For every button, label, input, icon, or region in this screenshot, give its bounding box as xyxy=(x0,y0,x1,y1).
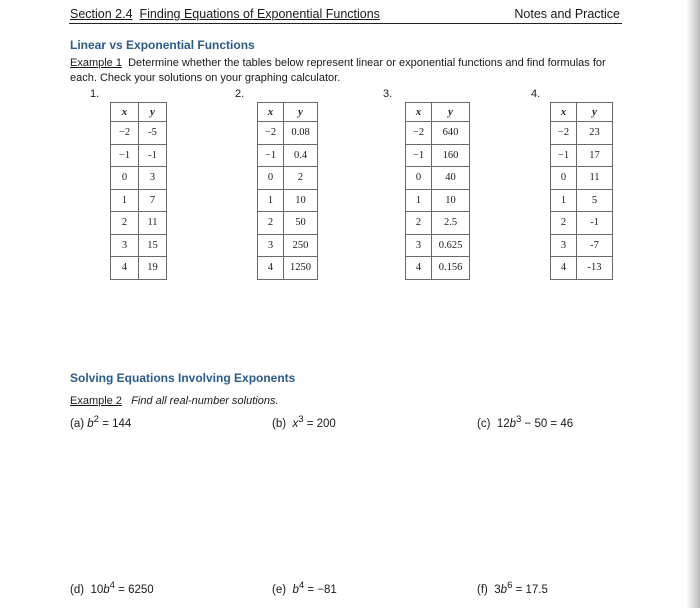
y-cell: 640 xyxy=(432,122,470,145)
example1-instructions xyxy=(70,56,630,86)
y-header: y xyxy=(577,103,613,122)
example1-text: Determine whether the tables below represent linear or exponential functions and find formulas for each. Check your solutions on your graphing calculator. xyxy=(70,57,606,84)
y-cell: 2 xyxy=(284,167,318,190)
y-header: y xyxy=(284,103,318,122)
table-row xyxy=(258,257,318,280)
x-cell: −2 xyxy=(406,122,432,145)
table-row xyxy=(111,189,167,212)
table-3-label: 3. xyxy=(383,88,393,100)
y-cell: 11 xyxy=(139,212,167,235)
table-row xyxy=(551,257,613,280)
y-cell: -1 xyxy=(577,212,613,235)
x-cell: −1 xyxy=(111,144,139,167)
x-header: x xyxy=(258,103,284,122)
x-cell: 3 xyxy=(406,234,432,257)
y-cell: 50 xyxy=(284,212,318,235)
example2-label: Example 2 xyxy=(70,395,122,407)
y-cell: 11 xyxy=(577,167,613,190)
y-cell: 0.625 xyxy=(432,234,470,257)
y-cell: 15 xyxy=(139,234,167,257)
y-cell: 160 xyxy=(432,144,470,167)
x-cell: −1 xyxy=(406,144,432,167)
table-row xyxy=(258,122,318,145)
y-cell: 23 xyxy=(577,122,613,145)
x-cell: −1 xyxy=(551,144,577,167)
y-cell: 2.5 xyxy=(432,212,470,235)
table-4 xyxy=(550,102,613,280)
table-row xyxy=(551,144,613,167)
table-row xyxy=(406,257,470,280)
y-cell: 1250 xyxy=(284,257,318,280)
header-notes-label: Notes and Practice xyxy=(514,7,620,21)
x-cell: 4 xyxy=(258,257,284,280)
x-cell: 2 xyxy=(258,212,284,235)
x-header: x xyxy=(111,103,139,122)
problem-f: (f) $3b^6 = 17.5$ xyxy=(477,580,548,596)
header-section-title xyxy=(70,7,380,21)
x-cell: 3 xyxy=(258,234,284,257)
table-1 xyxy=(110,102,167,280)
table-row xyxy=(406,189,470,212)
section2-heading: Solving Equations Involving Exponents xyxy=(70,371,296,385)
table-row xyxy=(551,167,613,190)
table-2-label: 2. xyxy=(235,88,245,100)
table-row xyxy=(551,122,613,145)
x-cell: 2 xyxy=(111,212,139,235)
x-cell: 4 xyxy=(111,257,139,280)
y-cell: 19 xyxy=(139,257,167,280)
x-cell: 1 xyxy=(406,189,432,212)
table-header-row xyxy=(258,103,318,122)
y-header: y xyxy=(432,103,470,122)
problem-c: (c) $12b^3 - 50 = 46$ xyxy=(477,414,574,430)
problem-e: (e) $b^4 = -81$ xyxy=(272,580,337,596)
x-cell: −2 xyxy=(551,122,577,145)
y-cell: 0.08 xyxy=(284,122,318,145)
example2-text: Find all real-number solutions. xyxy=(131,395,279,407)
x-cell: 0 xyxy=(258,167,284,190)
y-cell: 0.156 xyxy=(432,257,470,280)
x-cell: 4 xyxy=(551,257,577,280)
x-cell: 0 xyxy=(551,167,577,190)
example2-instructions xyxy=(70,394,470,409)
table-row xyxy=(111,257,167,280)
y-cell: -5 xyxy=(139,122,167,145)
table-row xyxy=(111,234,167,257)
problem-b: (b) $x^3 = 200$ xyxy=(272,414,336,430)
header-rule xyxy=(69,23,622,24)
problem-d: (d) $10b^4 = 6250$ xyxy=(70,580,154,596)
y-cell: 5 xyxy=(577,189,613,212)
x-cell: 0 xyxy=(111,167,139,190)
y-cell: 0.4 xyxy=(284,144,318,167)
y-cell: -1 xyxy=(139,144,167,167)
x-header: x xyxy=(551,103,577,122)
y-cell: -7 xyxy=(577,234,613,257)
problem-a: (a) $b^2 = 144$ xyxy=(70,414,132,430)
y-cell: 10 xyxy=(284,189,318,212)
table-row xyxy=(551,234,613,257)
table-4-label: 4. xyxy=(531,88,541,100)
x-cell: −1 xyxy=(258,144,284,167)
table-row xyxy=(258,212,318,235)
table-row xyxy=(406,212,470,235)
section-title: Finding Equations of Exponential Functions xyxy=(139,7,380,21)
x-cell: 3 xyxy=(551,234,577,257)
x-cell: 0 xyxy=(406,167,432,190)
y-cell: 17 xyxy=(577,144,613,167)
table-3 xyxy=(405,102,470,280)
x-cell: 1 xyxy=(258,189,284,212)
y-cell: -13 xyxy=(577,257,613,280)
x-cell: 2 xyxy=(406,212,432,235)
y-cell: 250 xyxy=(284,234,318,257)
x-cell: −2 xyxy=(258,122,284,145)
table-row xyxy=(111,122,167,145)
y-cell: 3 xyxy=(139,167,167,190)
example1-label: Example 1 xyxy=(70,57,122,69)
y-cell: 40 xyxy=(432,167,470,190)
table-header-row xyxy=(551,103,613,122)
x-header: x xyxy=(406,103,432,122)
table-2 xyxy=(257,102,318,280)
table-row xyxy=(258,189,318,212)
y-header: y xyxy=(139,103,167,122)
table-row xyxy=(406,144,470,167)
x-cell: 3 xyxy=(111,234,139,257)
x-cell: 4 xyxy=(406,257,432,280)
table-1-label: 1. xyxy=(90,88,100,100)
section1-heading: Linear vs Exponential Functions xyxy=(70,38,255,52)
table-header-row xyxy=(406,103,470,122)
table-row xyxy=(551,189,613,212)
x-cell: 1 xyxy=(111,189,139,212)
table-row xyxy=(551,212,613,235)
table-row xyxy=(406,167,470,190)
table-row xyxy=(258,234,318,257)
table-header-row xyxy=(111,103,167,122)
x-cell: 1 xyxy=(551,189,577,212)
table-row xyxy=(111,167,167,190)
page-edge-shadow xyxy=(686,0,700,608)
y-cell: 10 xyxy=(432,189,470,212)
table-row xyxy=(406,234,470,257)
section-number: Section 2.4 xyxy=(70,7,133,21)
table-row xyxy=(111,144,167,167)
table-row xyxy=(258,144,318,167)
y-cell: 7 xyxy=(139,189,167,212)
x-cell: −2 xyxy=(111,122,139,145)
table-row xyxy=(258,167,318,190)
x-cell: 2 xyxy=(551,212,577,235)
table-row xyxy=(406,122,470,145)
table-row xyxy=(111,212,167,235)
